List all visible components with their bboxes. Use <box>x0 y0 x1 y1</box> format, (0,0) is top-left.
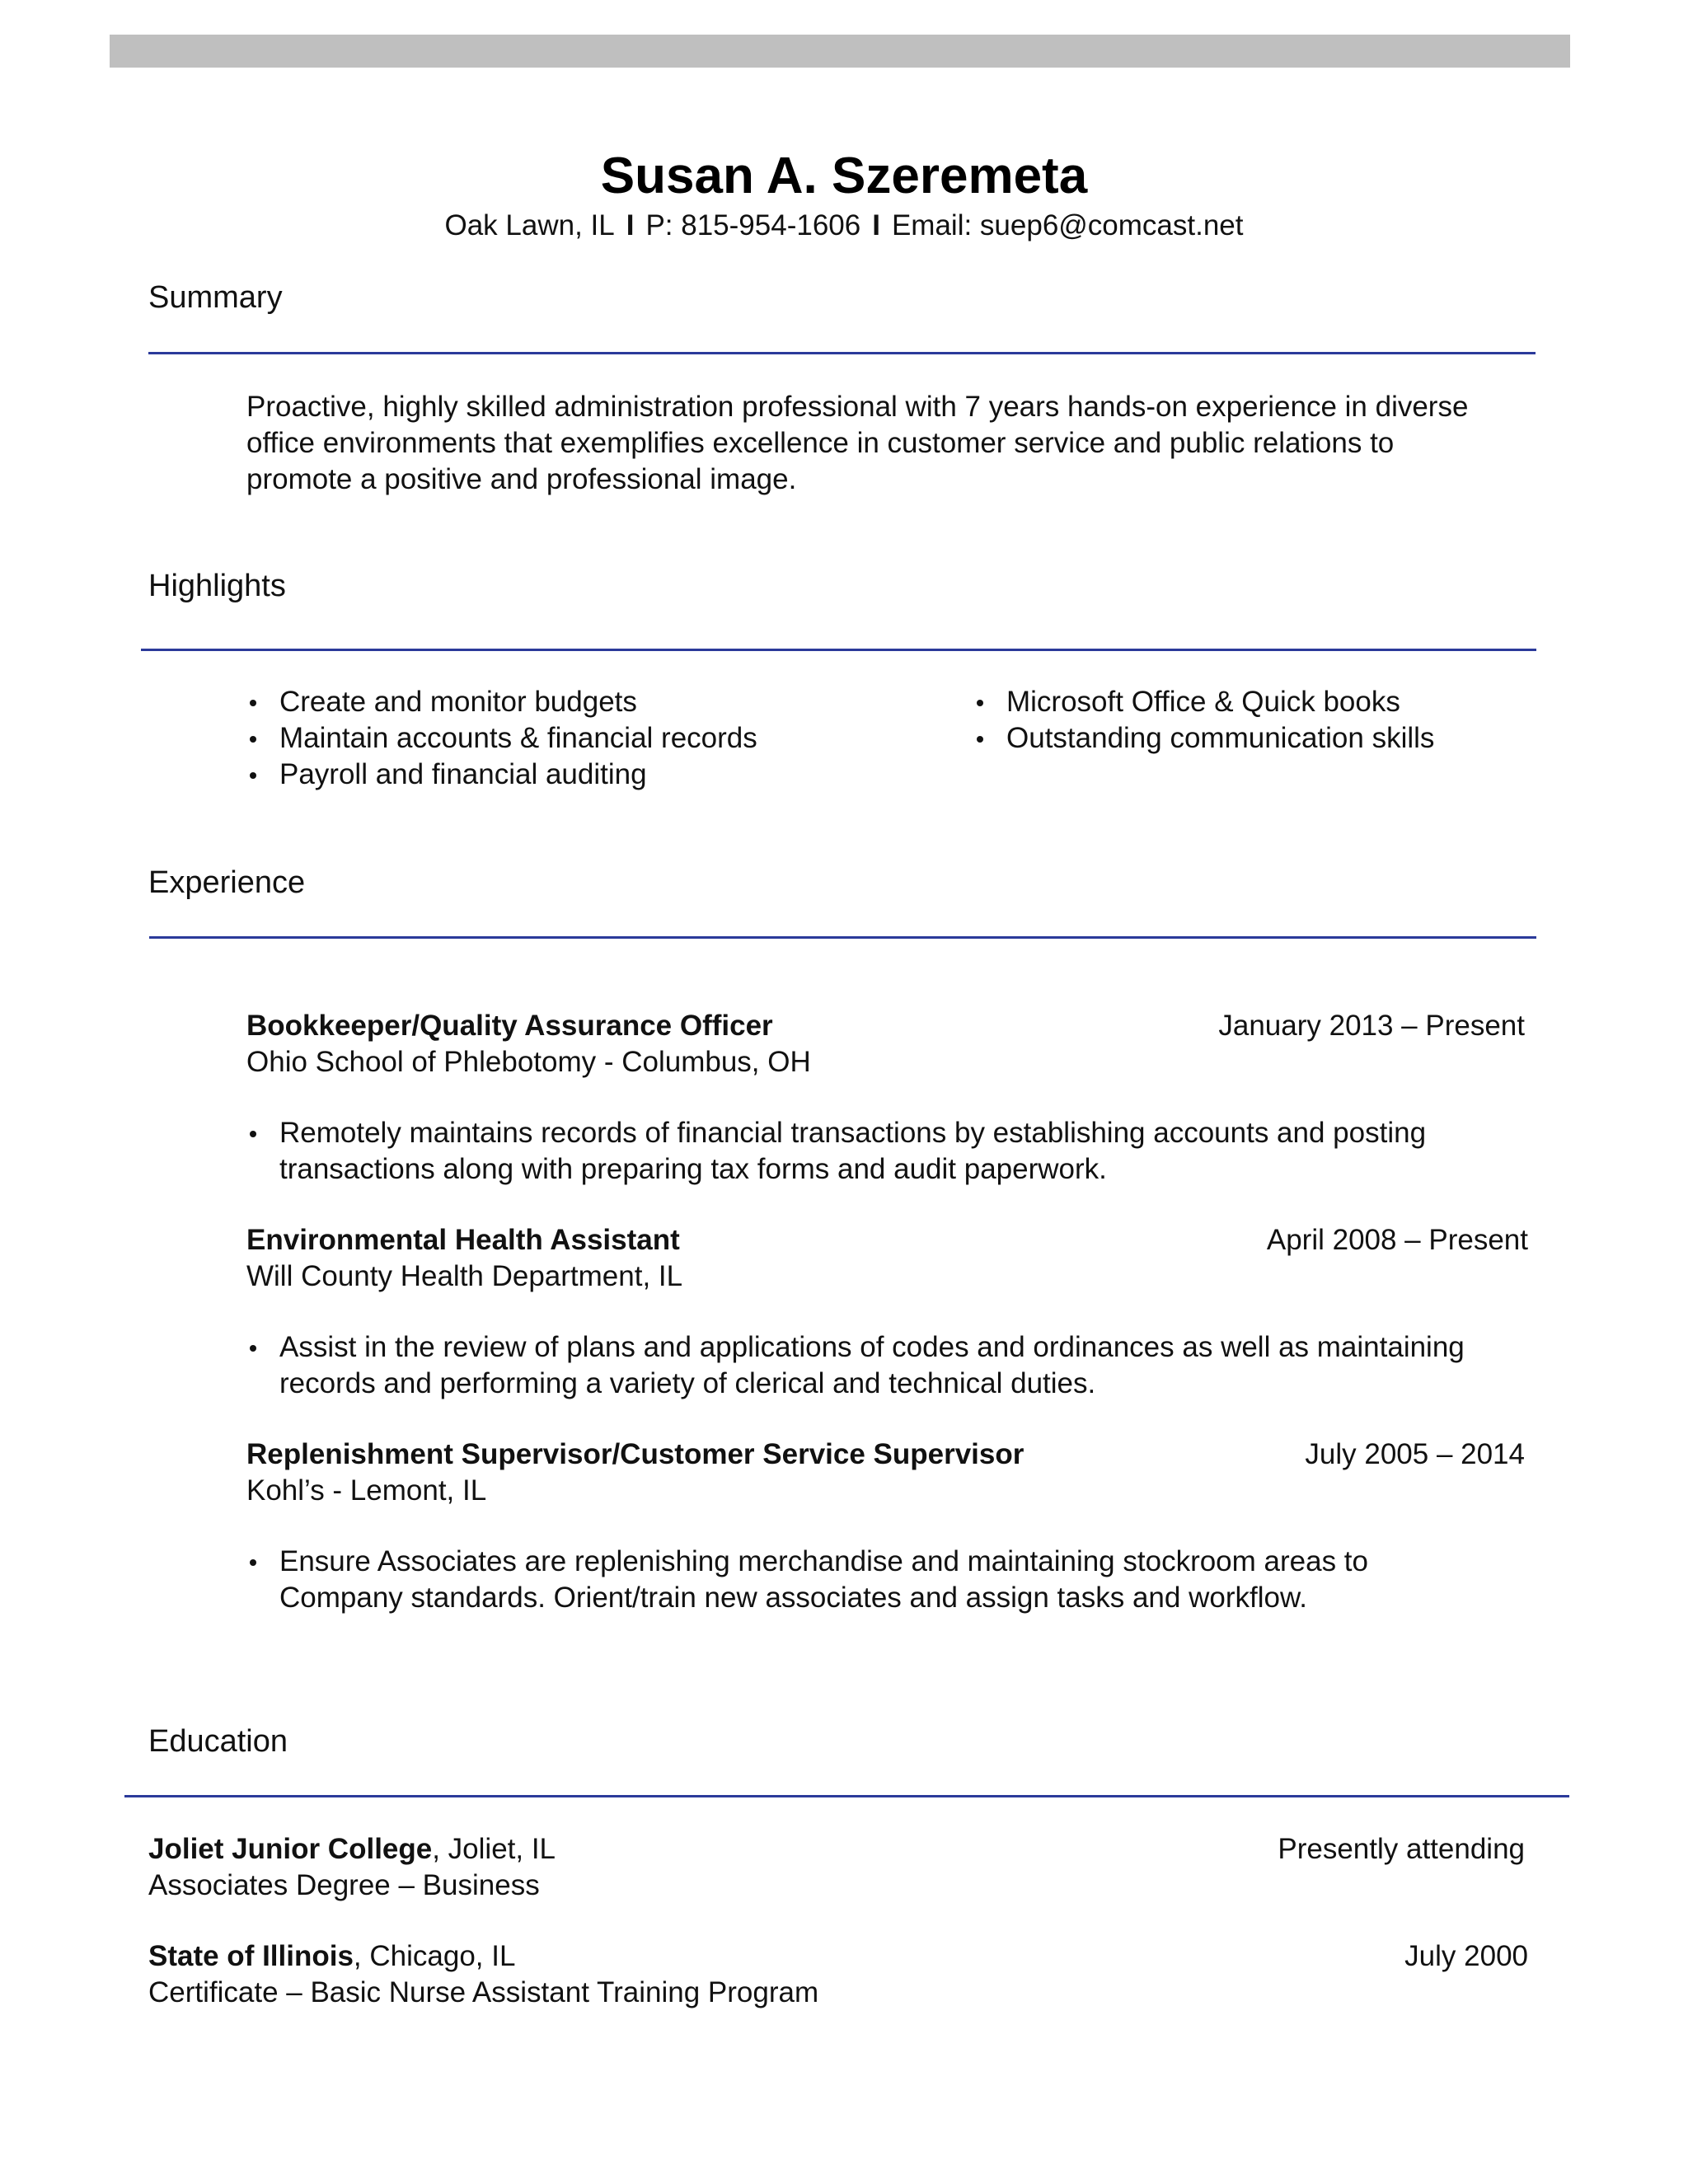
school-location: , Chicago, IL <box>353 1940 516 1972</box>
duty-line: Remotely maintains records of financial transactions by establishing accounts and posting <box>279 1117 1427 1149</box>
job-date: January 2013 – Present <box>1218 1010 1525 1042</box>
job-title: Environmental Health Assistant <box>246 1224 680 1256</box>
list-item: Outstanding communication skills <box>973 720 1550 757</box>
duty-line: Assist in the review of plans and applications of codes and ordinances as well as maintaining <box>279 1331 1465 1363</box>
summary-line: promote a positive and professional image. <box>246 463 797 495</box>
summary-line: Proactive, highly skilled administration professional with 7 years hands-on experience in diverse <box>246 391 1469 423</box>
duty-line: records and performing a variety of clerical and technical duties. <box>279 1367 1096 1399</box>
education-date: July 2000 <box>1404 1940 1528 1972</box>
duty-line: Ensure Associates are replenishing merchandise and maintaining stockroom areas to <box>279 1545 1368 1577</box>
section-title-education: Education <box>148 1724 288 1759</box>
job-date: July 2005 – 2014 <box>1305 1438 1525 1470</box>
school-location: , Joliet, IL <box>432 1833 556 1865</box>
education-detail: Associates Degree – Business <box>148 1869 540 1901</box>
highlights-list-left <box>246 684 922 793</box>
section-divider <box>141 649 1536 651</box>
job-title: Replenishment Supervisor/Customer Service Supervisor <box>246 1438 1025 1470</box>
duty-line: transactions along with preparing tax forms and audit paperwork. <box>279 1153 1107 1185</box>
education-school-line <box>148 1938 515 1975</box>
list-item: Microsoft Office & Quick books <box>973 684 1550 720</box>
job-organization: Kohl’s - Lemont, IL <box>246 1474 487 1507</box>
job-duties <box>246 1544 1565 1616</box>
summary-line: office environments that exemplifies excellence in customer service and public relations to <box>246 427 1395 459</box>
summary-text <box>246 389 1565 498</box>
section-divider <box>149 936 1536 939</box>
job-organization: Will County Health Department, IL <box>246 1260 683 1292</box>
contact-location: Oak Lawn, IL <box>444 209 615 241</box>
education-school-line <box>148 1831 556 1868</box>
highlights-list-right <box>973 684 1550 757</box>
job-title: Bookkeeper/Quality Assurance Officer <box>246 1010 773 1042</box>
job-date: April 2008 – Present <box>1266 1224 1528 1256</box>
list-item <box>246 1329 1565 1402</box>
section-divider <box>124 1795 1569 1797</box>
contact-separator: I <box>872 209 880 241</box>
list-item: Maintain accounts & financial records <box>246 720 922 757</box>
job-duties <box>246 1329 1565 1402</box>
job-duties <box>246 1115 1565 1188</box>
list-item: Create and monitor budgets <box>246 684 922 720</box>
section-divider <box>148 352 1536 354</box>
school-name: State of Illinois <box>148 1940 354 1972</box>
duty-line: Company standards. Orient/train new associates and assign tasks and workflow. <box>279 1582 1308 1614</box>
candidate-name: Susan A. Szeremeta <box>600 148 1088 204</box>
section-title-highlights: Highlights <box>148 569 286 603</box>
school-name: Joliet Junior College <box>148 1833 433 1865</box>
list-item: Payroll and financial auditing <box>246 757 922 793</box>
education-date: Presently attending <box>1278 1833 1525 1865</box>
list-item <box>246 1115 1565 1188</box>
contact-email: Email: suep6@comcast.net <box>891 209 1244 241</box>
contact-line <box>0 206 1688 246</box>
section-title-experience: Experience <box>148 865 306 900</box>
top-banner-bar <box>110 35 1570 68</box>
list-item <box>246 1544 1565 1616</box>
contact-separator: I <box>626 209 635 241</box>
contact-phone: P: 815-954-1606 <box>645 209 861 241</box>
section-title-summary: Summary <box>148 280 283 315</box>
education-detail: Certificate – Basic Nurse Assistant Training Program <box>148 1976 819 2008</box>
job-organization: Ohio School of Phlebotomy - Columbus, OH <box>246 1046 811 1078</box>
